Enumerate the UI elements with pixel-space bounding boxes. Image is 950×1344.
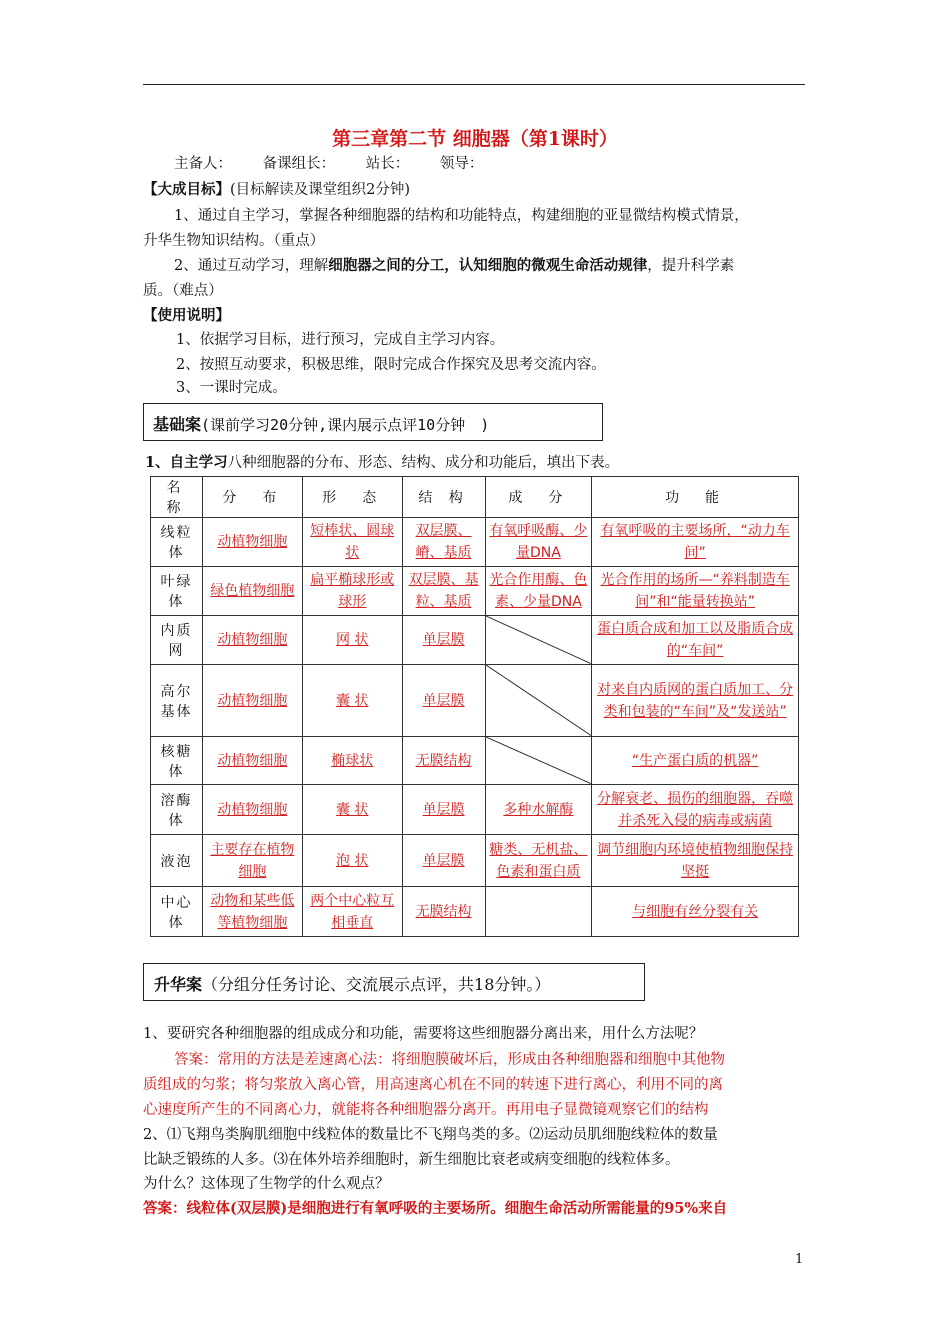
- basic-section-label: 基础案: [153, 415, 202, 434]
- cell-components: 光合作用酶、色素、少量DNA: [485, 567, 592, 616]
- answer-1-line: 答案：常用的方法是差速离心法：将细胞膜破坏后，形成由各种细胞器和细胞中其他物: [174, 1052, 725, 1068]
- empty-diagonal-cell: [485, 616, 592, 665]
- cell-distribution: 动植物细胞: [202, 616, 302, 665]
- table-row: [151, 518, 799, 567]
- cell-function: 有氧呼吸的主要场所，“动力车间”: [592, 518, 799, 567]
- basic-section-box: [143, 403, 603, 441]
- cell-components: 有氧呼吸酶、少量DNA: [485, 518, 592, 567]
- cell-components: 糖类、无机盐、色素和蛋白质: [485, 835, 592, 887]
- table-row: [151, 737, 799, 785]
- preparer-line: [174, 152, 509, 173]
- cell-function: 分解衰老、损伤的细胞器，吞噬并杀死入侵的病毒或病菌: [592, 785, 799, 835]
- question-2-line: 为什么？这体现了生物学的什么观点？: [143, 1176, 390, 1192]
- answer-1-line: 心速度所产生的不同离心力，就能将各种细胞器分离开。再用电子显微镜观察它们的结构: [143, 1102, 709, 1118]
- page-number: 1: [795, 1252, 804, 1267]
- cell-distribution: 动植物细胞: [202, 665, 302, 737]
- usage-item: 2、按照互动要求，积极思维，限时完成合作探究及思考交流内容。: [176, 357, 606, 373]
- cell-shape: 囊 状: [302, 785, 402, 835]
- cell-distribution: 主要存在植物细胞: [202, 835, 302, 887]
- table-row: [151, 785, 799, 835]
- cell-structure: 单层膜: [402, 616, 485, 665]
- cell-shape: 囊 状: [302, 665, 402, 737]
- col-header: 结 构: [402, 477, 485, 518]
- page-title: 第三章第二节 细胞器（第1课时）: [332, 128, 618, 150]
- director-label: 领导：: [439, 156, 484, 172]
- table-row: [151, 887, 799, 937]
- row-name: 中心体: [151, 887, 203, 937]
- cell-function: 蛋白质合成和加工以及脂质合成的“车间”: [592, 616, 799, 665]
- cell-distribution: 动植物细胞: [202, 737, 302, 785]
- cell-distribution: 动物和某些低等植物细胞: [202, 887, 302, 937]
- cell-distribution: 动植物细胞: [202, 785, 302, 835]
- goal-2-cont: 质。（难点）: [143, 283, 223, 299]
- cell-components: 多种水解酶: [485, 785, 592, 835]
- row-name: 线粒体: [151, 518, 203, 567]
- row-name: 内质网: [151, 616, 203, 665]
- col-header: 形 态: [302, 477, 402, 518]
- row-name: 高尔基体: [151, 665, 203, 737]
- cell-structure: 双层膜、基粒、基质: [402, 567, 485, 616]
- table-row: [151, 567, 799, 616]
- advanced-section-note: （分组分任务讨论、交流展示点评，共18分钟。）: [202, 975, 551, 994]
- col-header: 成 分: [485, 477, 592, 518]
- empty-diagonal-cell: [485, 887, 592, 937]
- col-header: 功 能: [592, 477, 799, 518]
- cell-function: 对来自内质网的蛋白质加工、分类和包装的“车间”及“发送站”: [592, 665, 799, 737]
- cell-distribution: 绿色植物细胞: [202, 567, 302, 616]
- goal-2: 2、通过互动学习，理解细胞器之间的分工，认知细胞的微观生命活动规律，提升科学素: [174, 257, 735, 274]
- col-header: 名 称: [151, 477, 203, 518]
- table-header-row: [151, 477, 799, 518]
- cell-function: 调节细胞内环境使植物细胞保持坚挺: [592, 835, 799, 887]
- cell-structure: 单层膜: [402, 785, 485, 835]
- question-2-line: 2、⑴飞翔鸟类胸肌细胞中线粒体的数量比不飞翔鸟类的多。⑵运动员肌细胞线粒体的数量: [143, 1127, 718, 1143]
- empty-diagonal-cell: [485, 665, 592, 737]
- advanced-section-label: 升华案: [154, 975, 203, 994]
- basic-section-note: (课前学习20分钟,课内展示点评10分钟 ): [201, 416, 490, 434]
- cell-function: 与细胞有丝分裂有关: [592, 887, 799, 937]
- station-label: 站长：: [365, 156, 410, 172]
- empty-diagonal-cell: [485, 737, 592, 785]
- goal-1-cont: 升华生物知识结构。（重点）: [143, 233, 325, 249]
- table-row: [151, 665, 799, 737]
- row-name: 叶绿体: [151, 567, 203, 616]
- usage-item: 3、一课时完成。: [176, 380, 287, 396]
- row-name: 核糖体: [151, 737, 203, 785]
- answer-1-line: 质组成的匀浆；将匀浆放入离心管，用高速离心机在不同的转速下进行离心，利用不同的离: [143, 1077, 723, 1093]
- cell-shape: 泡 状: [302, 835, 402, 887]
- usage-heading: 【使用说明】: [143, 307, 230, 324]
- answer-2: 答案：线粒体(双层膜)是细胞进行有氧呼吸的主要场所。细胞生命活动所需能量的95%来自: [143, 1200, 728, 1217]
- cell-structure: 双层膜、嵴、基质: [402, 518, 485, 567]
- organelle-table: [150, 476, 799, 937]
- goal-1: 1、通过自主学习，掌握各种细胞器的结构和功能特点，构建细胞的亚显微结构模式情景，: [174, 208, 749, 224]
- cell-structure: 单层膜: [402, 665, 485, 737]
- cell-shape: 椭球状: [302, 737, 402, 785]
- cell-distribution: 动植物细胞: [202, 518, 302, 567]
- cell-structure: 单层膜: [402, 835, 485, 887]
- usage-item: 1、依据学习目标，进行预习，完成自主学习内容。: [176, 332, 505, 348]
- leader-label: 备课组长：: [262, 156, 336, 172]
- cell-structure: 无膜结构: [402, 737, 485, 785]
- header-rule: [143, 84, 805, 85]
- row-name: 液泡: [151, 835, 203, 887]
- cell-structure: 无膜结构: [402, 887, 485, 937]
- cell-shape: 网 状: [302, 616, 402, 665]
- row-name: 溶酶体: [151, 785, 203, 835]
- question-1: 1、要研究各种细胞器的组成成分和功能，需要将这些细胞器分离出来，用什么方法呢？: [143, 1026, 704, 1042]
- cell-shape: 扁平椭球形或球形: [302, 567, 402, 616]
- table-row: [151, 835, 799, 887]
- col-header: 分 布: [202, 477, 302, 518]
- task-1: 1、自主学习八种细胞器的分布、形态、结构、成分和功能后，填出下表。: [145, 454, 620, 471]
- cell-function: “生产蛋白质的机器”: [592, 737, 799, 785]
- cell-shape: 短棒状、圆球状: [302, 518, 402, 567]
- author-label: 主备人：: [174, 156, 232, 172]
- advanced-section-box: [143, 963, 645, 1001]
- cell-shape: 两个中心粒互相垂直: [302, 887, 402, 937]
- table-row: [151, 616, 799, 665]
- goals-heading: 【大成目标】(目标解读及课堂组织2分钟): [143, 181, 411, 198]
- question-2-line: 比缺乏锻练的人多。⑶在体外培养细胞时，新生细胞比衰老或病变细胞的线粒体多。: [143, 1152, 680, 1168]
- cell-function: 光合作用的场所—“养料制造车间”和“能量转换站”: [592, 567, 799, 616]
